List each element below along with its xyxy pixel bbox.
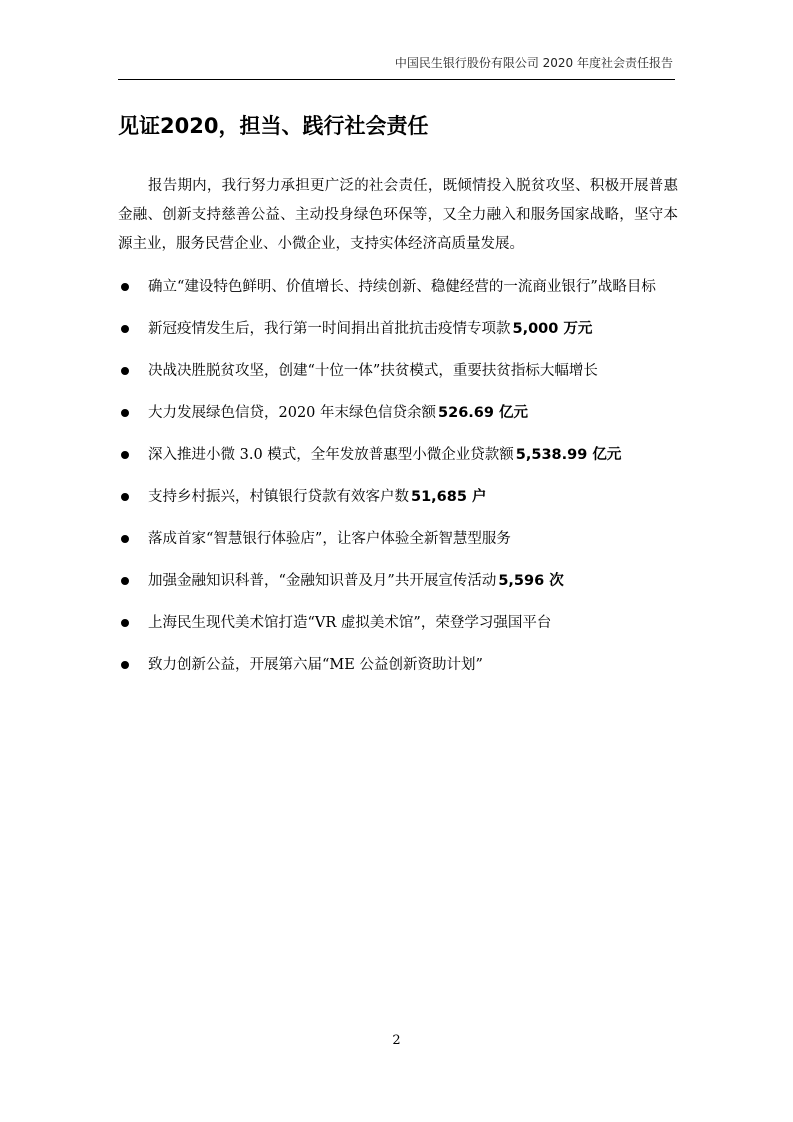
list-item-text: 确立“建设特色鲜明、价值增长、持续创新、稳健经营的一流商业银行”战略目标 — [148, 279, 656, 295]
list-item — [118, 651, 678, 679]
bullet-dot-icon — [121, 283, 129, 291]
list-item — [118, 357, 678, 385]
page-number: 2 — [392, 1033, 401, 1048]
bullet-dot-icon — [121, 451, 129, 459]
list-item-value: 5,538.99 亿元 — [515, 447, 622, 463]
header-divider — [118, 79, 675, 80]
bullet-dot-icon — [121, 535, 129, 543]
list-item — [118, 399, 678, 427]
list-item — [118, 315, 678, 343]
list-item-value: 51,685 户 — [411, 489, 487, 505]
list-item-value: 5,596 次 — [498, 573, 564, 589]
bullet-dot-icon — [121, 409, 129, 417]
bullet-dot-icon — [121, 493, 129, 501]
section-title: 见证2020，担当、践行社会责任 — [118, 114, 429, 138]
list-item — [118, 483, 678, 511]
bullet-dot-icon — [121, 325, 129, 333]
list-item — [118, 441, 678, 469]
list-item — [118, 609, 678, 637]
intro-paragraph: 报告期内，我行努力承担更广泛的社会责任，既倾情投入脱贫攻坚、积极开展普惠金融、创新支持慈善公益、主动投身绿色环保等，又全力融入和服务国家战略，坚守本源主业，服务民营企业、小微企业，支持实体经济高质量发展。 — [118, 178, 678, 252]
bullet-dot-icon — [121, 577, 129, 585]
list-item-text: 深入推进小微 3.0 模式，全年发放普惠型小微企业贷款额 — [148, 447, 514, 463]
list-item-value: 526.69 亿元 — [438, 405, 529, 421]
list-item-text: 支持乡村振兴，村镇银行贷款有效客户数 — [148, 489, 409, 505]
highlights-list — [118, 273, 678, 693]
list-item-text: 新冠疫情发生后，我行第一时间捐出首批抗击疫情专项款 — [148, 321, 511, 337]
bullet-dot-icon — [121, 367, 129, 375]
list-item-text: 决战决胜脱贫攻坚，创建“十位一体”扶贫模式，重要扶贫指标大幅增长 — [148, 363, 598, 379]
list-item-text: 上海民生现代美术馆打造“VR 虚拟美术馆”，荣登学习强国平台 — [148, 615, 552, 631]
bullet-dot-icon — [121, 619, 129, 627]
report-header-title: 中国民生银行股份有限公司 2020 年度社会责任报告 — [394, 56, 673, 70]
list-item — [118, 567, 678, 595]
list-item-text: 落成首家“智慧银行体验店”，让客户体验全新智慧型服务 — [148, 531, 511, 547]
list-item — [118, 525, 678, 553]
list-item — [118, 273, 678, 301]
list-item-text: 致力创新公益，开展第六届“ME 公益创新资助计划” — [148, 657, 483, 673]
list-item-value: 5,000 万元 — [512, 321, 593, 337]
list-item-text: 加强金融知识科普，“金融知识普及月”共开展宣传活动 — [148, 573, 497, 589]
list-item-text: 大力发展绿色信贷，2020 年末绿色信贷余额 — [148, 405, 437, 421]
bullet-dot-icon — [121, 661, 129, 669]
